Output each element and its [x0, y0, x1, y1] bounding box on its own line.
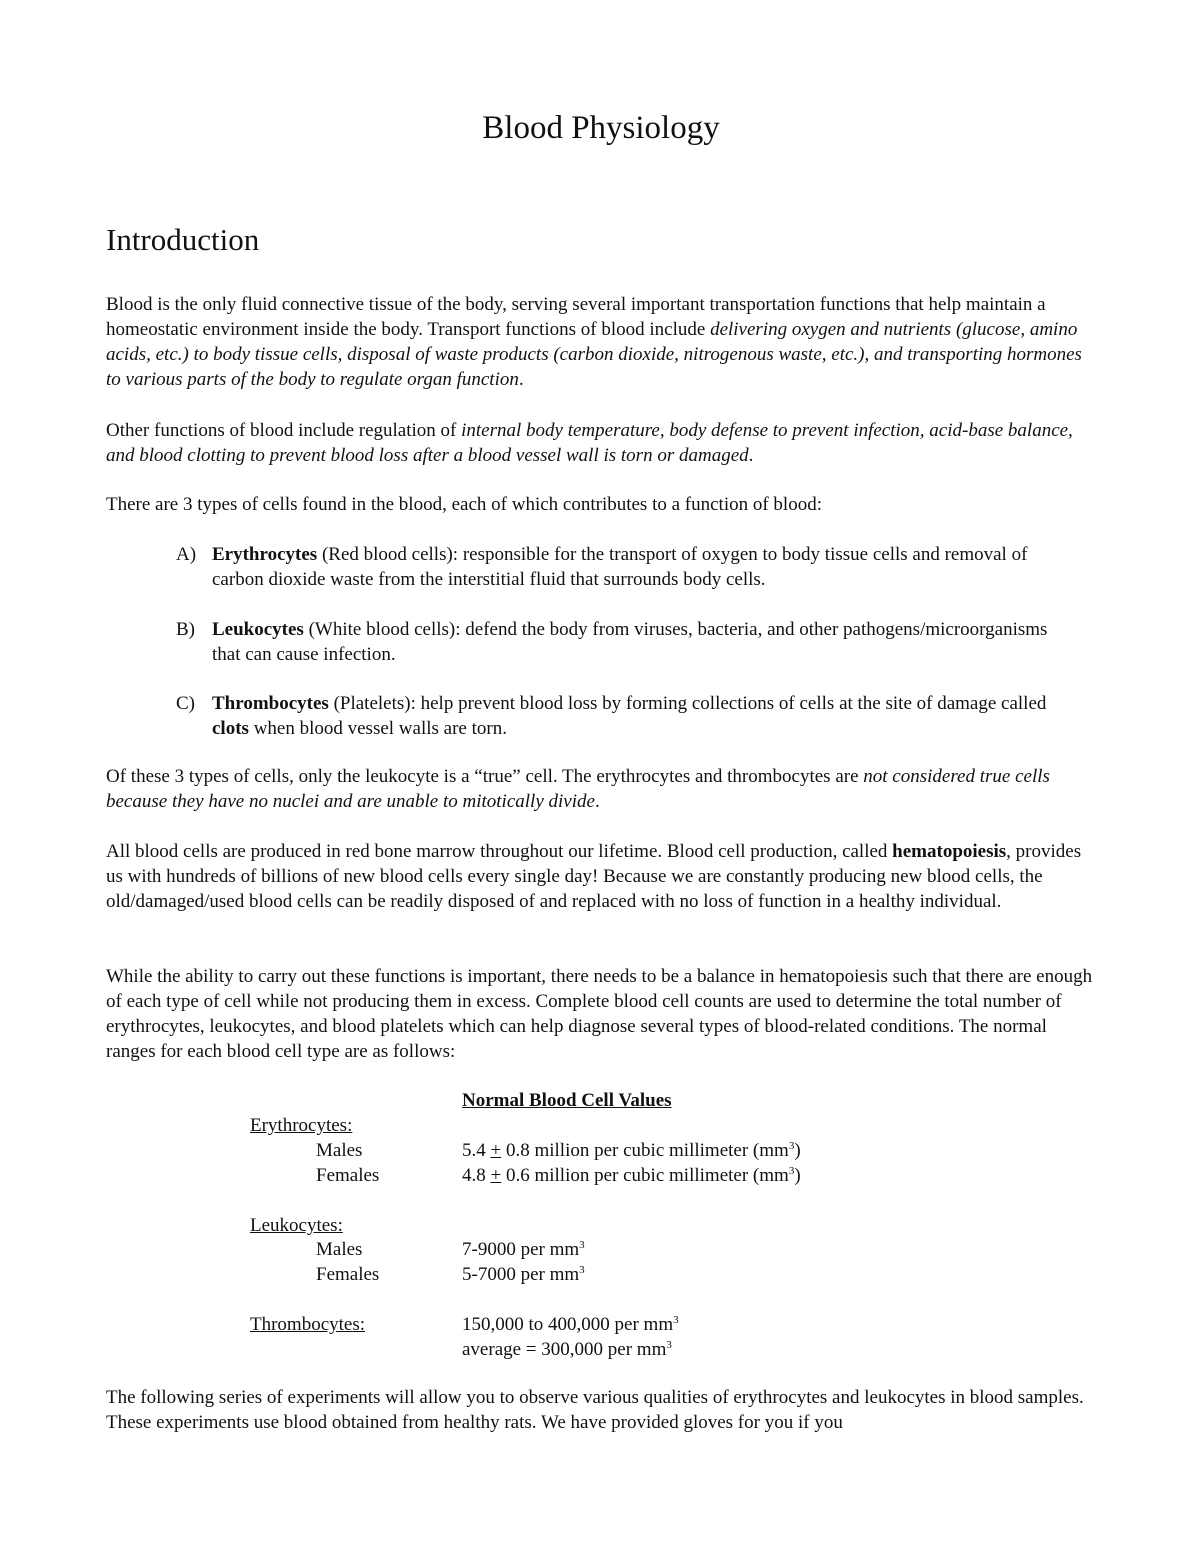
- row-label-females: Females: [316, 1264, 380, 1285]
- text-span: ): [794, 1140, 801, 1161]
- text-span: Other functions of blood include regulation of: [106, 420, 462, 441]
- plus-minus-sign: +: [490, 1140, 502, 1161]
- paragraph-cell-types: There are 3 types of cells found in the blood, each of which contributes to a function of blood:: [106, 494, 822, 515]
- text-span: 0.6 million per cubic millimeter (mm: [501, 1165, 789, 1186]
- list-text: [212, 617, 1072, 667]
- value-leukocytes-females: [462, 1262, 585, 1287]
- list-text: [212, 691, 1072, 741]
- table-title: Normal Blood Cell Values: [462, 1090, 672, 1111]
- paragraph-cell-counts: While the ability to carry out these functions is important, there needs to be a balance in hematopoiesis such that there are enough of each type of cell while not producing them in excess. Complete blood cell counts are used to determine the total number of erythrocytes, leukocytes, and blood platelets which can help diagnose several types of blood-related conditions. The normal ranges for each blood cell type are as follows:: [106, 966, 1093, 1062]
- text-span: .: [518, 369, 524, 390]
- text-span: 5-7000 per mm: [462, 1264, 580, 1285]
- term: clots: [212, 718, 249, 739]
- text-span: 150,000 to 400,000 per mm: [462, 1314, 674, 1335]
- text-span: All blood cells are produced in red bone marrow throughout our lifetime. Blood cell production, called: [106, 841, 893, 862]
- page-title: Blood Physiology: [482, 110, 720, 146]
- italic-span: not considered true cells because they have no nuclei and are unable to mitotically divide: [106, 766, 1050, 812]
- value-thrombocytes-range: [462, 1312, 679, 1337]
- text-span: ): [794, 1165, 801, 1186]
- italic-span: delivering oxygen and nutrients (glucose, amino acids, etc.) to body tissue cells, disposal of waste products (carbon dioxide, nitrogenous waste, etc.), and transporting hormones to various parts of the body to regulate organ function: [106, 319, 1082, 390]
- section-heading: Introduction: [106, 222, 260, 257]
- text-span: , provides us with hundreds of billions of new blood cells every single day! Because we are constantly producing new blood cells, the old/damaged/used blood cells can be readily disposed of and replaced with no loss of function in a healthy individual.: [106, 841, 1082, 912]
- text-span: Of these 3 types of cells, only the leukocyte is a “true” cell. The erythrocytes and thrombocytes are: [106, 766, 864, 787]
- text-span: (Red blood cells): responsible for the transport of oxygen to body tissue cells and removal of carbon dioxide waste from the interstitial fluid that surrounds body cells.: [212, 544, 1028, 590]
- text-span: 4.8: [462, 1165, 491, 1186]
- paragraph-experiments: The following series of experiments will allow you to observe various qualities of erythrocytes and leukocytes in blood samples. These experiments use blood obtained from healthy rats. We have provided gloves for you if you: [106, 1387, 1084, 1433]
- text-span: (White blood cells): defend the body from viruses, bacteria, and other pathogens/microorganisms that can cause infection.: [212, 619, 1048, 665]
- plus-minus-sign: +: [490, 1165, 502, 1186]
- value-erythrocytes-females: [462, 1163, 801, 1188]
- text-span: when blood vessel walls are torn.: [248, 718, 507, 739]
- list-marker: B): [176, 619, 195, 640]
- paragraph-true-cells: [106, 764, 1096, 814]
- superscript: 3: [579, 1239, 585, 1251]
- row-label-males: Males: [316, 1239, 363, 1260]
- paragraph-other-functions: [106, 418, 1096, 468]
- row-label-males: Males: [316, 1140, 363, 1161]
- text-span: 5.4: [462, 1140, 491, 1161]
- term: Erythrocytes: [212, 544, 318, 565]
- text-span: .: [748, 445, 754, 466]
- text-span: average = 300,000 per mm: [462, 1339, 667, 1360]
- superscript: 3: [666, 1339, 672, 1351]
- row-label-females: Females: [316, 1165, 380, 1186]
- category-label-leukocytes: Leukocytes:: [250, 1215, 343, 1236]
- value-erythrocytes-males: [462, 1138, 801, 1163]
- bold-span: hematopoiesis: [892, 841, 1007, 862]
- term: Leukocytes: [212, 619, 304, 640]
- superscript: 3: [673, 1314, 679, 1326]
- superscript: 3: [788, 1165, 795, 1177]
- superscript: 3: [788, 1140, 795, 1152]
- category-label-erythrocytes: Erythrocytes:: [250, 1115, 353, 1136]
- superscript: 3: [579, 1264, 585, 1276]
- text-span: 7-9000 per mm: [462, 1239, 580, 1260]
- text-span: 0.8 million per cubic millimeter (mm: [501, 1140, 789, 1161]
- term: Thrombocytes: [212, 693, 329, 714]
- italic-span: internal body temperature, body defense to prevent infection, acid-base balance, and blood clotting to prevent blood loss after a blood vessel wall is torn or damaged: [106, 420, 1073, 466]
- category-label-thrombocytes: Thrombocytes:: [250, 1314, 366, 1335]
- value-leukocytes-males: [462, 1237, 585, 1262]
- text-span: (Platelets): help prevent blood loss by forming collections of cells at the site of damage called: [328, 693, 1047, 714]
- text-span: Blood is the only fluid connective tissue of the body, serving several important transportation functions that help maintain a homeostatic environment inside the body. Transport functions of blood include: [106, 294, 1046, 340]
- text-span: .: [594, 791, 600, 812]
- value-thrombocytes-average: [462, 1337, 672, 1362]
- list-text: [212, 542, 1072, 592]
- list-marker: C): [176, 693, 195, 714]
- paragraph-hematopoiesis: [106, 839, 1096, 914]
- list-marker: A): [176, 544, 197, 565]
- paragraph-intro: [106, 292, 1096, 392]
